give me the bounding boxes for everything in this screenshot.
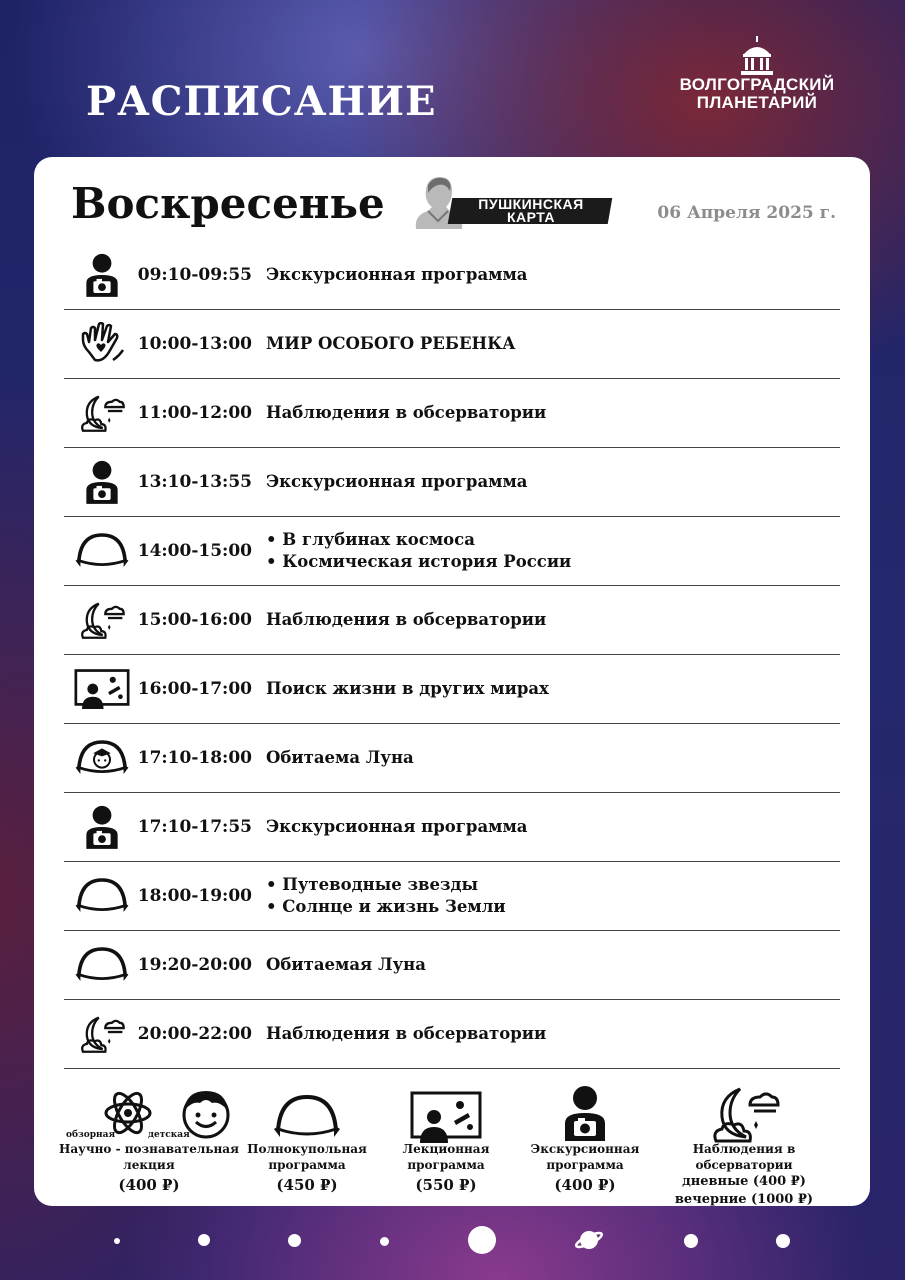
planetarium-logo[interactable]	[676, 36, 838, 112]
program-title: Экскурсионная программа	[266, 472, 528, 491]
legend-fulldome	[242, 1141, 372, 1195]
schedule-row[interactable]	[64, 517, 840, 586]
program-title: Обитаема Луна	[266, 748, 414, 767]
program-title: • Космическая история России	[266, 552, 572, 571]
excursion-icon	[72, 456, 132, 508]
schedule-time: 11:00-12:00	[137, 403, 252, 423]
fulldome-price: (450 ₽)	[276, 1176, 338, 1194]
legend-observatory	[644, 1141, 844, 1209]
program-title: • В глубинах космоса	[266, 530, 475, 549]
planetarium-building-icon	[740, 36, 774, 76]
dome-icon	[72, 870, 132, 922]
schedule-programs	[266, 862, 506, 930]
schedule-time: 15:00-16:00	[137, 610, 252, 630]
program-title: Экскурсионная программа	[266, 265, 528, 284]
schedule-time: 09:10-09:55	[137, 265, 252, 285]
observatory-day-price: дневные (400 ₽)	[682, 1174, 806, 1189]
science-name-1: Научно - познавательная	[59, 1142, 239, 1156]
schedule-row[interactable]	[64, 379, 840, 448]
program-title: • Солнце и жизнь Земли	[266, 897, 506, 916]
schedule-programs	[266, 931, 426, 999]
schedule-time: 10:00-13:00	[137, 334, 252, 354]
program-title: Наблюдения в обсерватории	[266, 403, 547, 422]
schedule-time: 18:00-19:00	[137, 886, 252, 906]
schedule-list	[64, 241, 840, 1069]
excursion-name-1: Экскурсионная	[530, 1142, 640, 1156]
legend-lecture	[386, 1141, 506, 1195]
schedule-time: 17:10-17:55	[137, 817, 252, 837]
saturn-icon	[574, 1226, 604, 1254]
schedule-time: 16:00-17:00	[137, 679, 252, 699]
dome-icon	[272, 1093, 342, 1141]
lecture-icon	[72, 663, 132, 715]
dome-icon	[72, 525, 132, 577]
dot-decoration	[776, 1234, 790, 1248]
schedule-time: 13:10-13:55	[137, 472, 252, 492]
moon-cloud-icon	[72, 387, 132, 439]
schedule-card	[34, 157, 870, 1206]
page-title: РАСПИСАНИЕ	[86, 78, 437, 125]
pushkin-line-2: КАРТА	[506, 209, 556, 225]
schedule-row[interactable]	[64, 862, 840, 931]
dome-kid-icon	[72, 732, 132, 784]
excursion-icon	[72, 249, 132, 301]
schedule-time: 17:10-18:00	[137, 748, 252, 768]
schedule-time: 14:00-15:00	[137, 541, 252, 561]
moon-cloud-icon	[710, 1085, 780, 1143]
dot-decoration	[198, 1234, 210, 1246]
pushkin-card-badge	[406, 171, 614, 229]
schedule-row[interactable]	[64, 793, 840, 862]
science-tag-left: обзорная	[66, 1130, 116, 1140]
observatory-name-1: Наблюдения в обсерватории	[692, 1142, 796, 1172]
schedule-programs	[266, 586, 546, 654]
schedule-programs	[266, 724, 414, 792]
schedule-row[interactable]	[64, 931, 840, 1000]
schedule-row[interactable]	[64, 1000, 840, 1069]
science-price: (400 ₽)	[118, 1176, 180, 1194]
dot-decoration	[114, 1238, 120, 1244]
legend-excursion	[518, 1141, 652, 1195]
logo-line-1: ВОЛГОГРАДСКИЙ	[679, 75, 835, 94]
fulldome-name-1: Полнокупольная	[247, 1142, 367, 1156]
schedule-row[interactable]	[64, 655, 840, 724]
science-tag-right: детская	[148, 1130, 190, 1140]
excursion-name-2: программа	[546, 1158, 624, 1172]
day-heading: Воскресенье	[71, 179, 385, 228]
schedule-row[interactable]	[64, 310, 840, 379]
program-title: Поиск жизни в других мирах	[266, 679, 549, 698]
schedule-programs	[266, 241, 528, 309]
dot-decoration	[684, 1234, 698, 1248]
schedule-row[interactable]	[64, 586, 840, 655]
schedule-programs	[266, 1000, 546, 1068]
schedule-programs	[266, 310, 516, 378]
dot-decoration	[288, 1234, 301, 1247]
program-title: МИР ОСОБОГО РЕБЕНКА	[266, 334, 516, 353]
excursion-icon	[72, 801, 132, 853]
schedule-programs	[266, 655, 549, 723]
schedule-row[interactable]	[64, 724, 840, 793]
moon-cloud-icon	[72, 1008, 132, 1060]
logo-line-2: ПЛАНЕТАРИЙ	[696, 93, 818, 112]
program-title: Наблюдения в обсерватории	[266, 610, 547, 629]
schedule-programs	[266, 448, 528, 516]
program-title: Обитаемая Луна	[266, 955, 426, 974]
hand-heart-icon	[72, 318, 132, 370]
lecture-name-1: Лекционная	[402, 1142, 490, 1156]
decorative-dots	[0, 1222, 905, 1258]
schedule-programs	[266, 793, 528, 861]
schedule-row[interactable]	[64, 448, 840, 517]
program-title: • Путеводные звезды	[266, 875, 479, 894]
pushkin-line-1: ПУШКИНСКАЯ	[478, 196, 584, 212]
moon-decoration	[468, 1226, 496, 1254]
fulldome-name-2: программа	[268, 1158, 346, 1172]
price-legend	[34, 1083, 870, 1207]
schedule-programs	[266, 517, 571, 585]
lecture-price: (550 ₽)	[415, 1176, 477, 1194]
program-title: Наблюдения в обсерватории	[266, 1024, 547, 1043]
schedule-time: 20:00-22:00	[137, 1024, 252, 1044]
schedule-programs	[266, 379, 546, 447]
schedule-row[interactable]	[64, 241, 840, 310]
excursion-price: (400 ₽)	[554, 1176, 616, 1194]
moon-cloud-icon	[72, 594, 132, 646]
dot-decoration	[380, 1237, 389, 1246]
observatory-evening-price: вечерние (1000 ₽)	[674, 1192, 814, 1207]
science-name-2: лекция	[123, 1158, 175, 1172]
dome-icon	[72, 939, 132, 991]
lecture-name-2: программа	[407, 1158, 485, 1172]
schedule-date: 06 Апреля 2025 г.	[657, 203, 836, 223]
lecture-icon	[410, 1091, 482, 1143]
excursion-icon	[562, 1085, 608, 1141]
schedule-time: 19:20-20:00	[137, 955, 252, 975]
legend-science	[56, 1141, 242, 1195]
program-title: Экскурсионная программа	[266, 817, 528, 836]
